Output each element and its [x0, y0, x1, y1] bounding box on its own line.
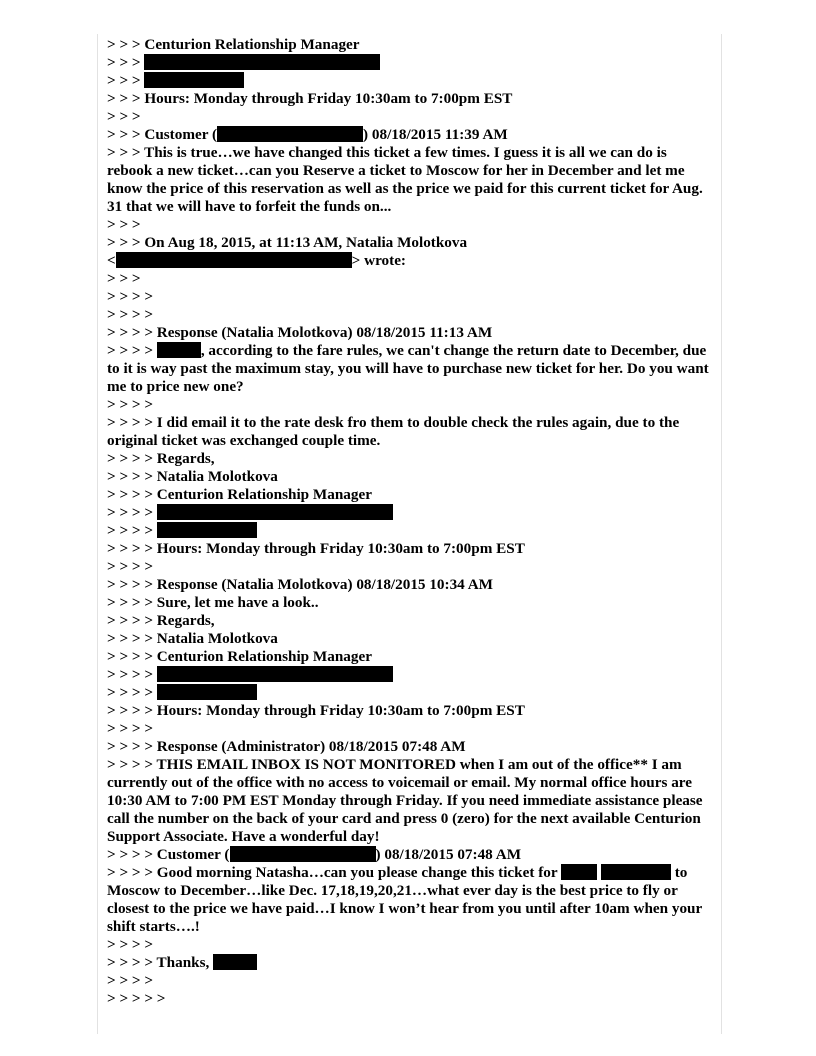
email-line	[107, 108, 712, 126]
line-text: > > > >	[107, 558, 154, 575]
redaction-block	[144, 54, 380, 70]
line-text: > > > >	[107, 972, 154, 989]
line-text: ) 08/18/2015 11:39 AM	[363, 126, 508, 143]
email-line	[107, 594, 712, 612]
email-line	[107, 126, 712, 144]
email-line	[107, 972, 712, 990]
line-text: > > > > Good morning Natasha…can you please change this ticket for	[107, 864, 562, 881]
line-text: > > > > THIS EMAIL INBOX IS NOT MONITORED when I am out of the office** I am currently out of the office with no access to voicemail or email. My normal office hours are 10:30 AM to 7:00 PM EST Monday through Friday. If you need immediate assistance please call the number on the back of your card and press 0 (zero) for the next available Centurion Support Associate. Have a wonderful day!	[107, 756, 707, 845]
line-text: , according to the fare rules, we can't change the return date to December, due to it is way past the maximum stay, you will have to purchase new ticket for her. Do you want me to price new one?	[107, 342, 713, 395]
email-line	[107, 324, 712, 342]
email-line	[107, 90, 712, 108]
redaction-block	[157, 666, 393, 682]
email-line	[107, 684, 712, 702]
email-line	[107, 396, 712, 414]
email-line	[107, 144, 712, 216]
line-text: > > > > Sure, let me have a look..	[107, 594, 319, 611]
redaction-block	[601, 864, 671, 880]
line-text: > > > > Centurion Relationship Manager	[107, 486, 372, 503]
email-line	[107, 954, 712, 972]
line-text: > > > >	[107, 504, 157, 521]
line-text: to Moscow to December…like Dec. 17,18,19,20,21…what ever day is the best price to fly or closest to the price we have paid…I know I won’t hear from you until after 10am when your shift starts….!	[107, 864, 706, 935]
email-line	[107, 504, 712, 522]
line-text: > > > > Hours: Monday through Friday 10:30am to 7:00pm EST	[107, 540, 525, 557]
redaction-block	[157, 522, 257, 538]
email-line	[107, 558, 712, 576]
email-line	[107, 252, 712, 270]
line-text: > > > >	[107, 936, 154, 953]
line-text: > > > > I did email it to the rate desk fro them to double check the rules again, due to the original ticket was exchanged couple time.	[107, 414, 683, 449]
email-line	[107, 234, 712, 252]
email-line	[107, 414, 712, 450]
line-text: > > >	[107, 72, 145, 89]
email-thread-body	[107, 36, 712, 1008]
redaction-block	[561, 864, 597, 880]
redaction-block	[116, 252, 352, 268]
line-text: > > > >	[107, 522, 157, 539]
redaction-block	[157, 504, 393, 520]
redaction-block	[217, 126, 363, 142]
email-line	[107, 468, 712, 486]
line-text: > > > >	[107, 342, 157, 359]
line-text: > > > > Thanks,	[107, 954, 214, 971]
redaction-block	[157, 342, 201, 358]
line-text: > > > >	[107, 288, 154, 305]
redaction-block	[157, 684, 257, 700]
line-text: > > > > Customer (	[107, 846, 230, 863]
email-line	[107, 306, 712, 324]
line-text: > > > > Regards,	[107, 450, 215, 467]
line-text: > > >	[107, 54, 145, 71]
line-text: > > > >	[107, 666, 157, 683]
email-line	[107, 738, 712, 756]
email-line	[107, 540, 712, 558]
line-text: > > > This is true…we have changed this ticket a few times. I guess it is all we can do is rebook a new ticket…can you Reserve a ticket to Moscow for her in December and let me know the price of this reservation as well as the price we paid for this current ticket for Aug. 31 that we will have to forfeit the funds on...	[107, 144, 707, 215]
line-text: > > > > Natalia Molotkova	[107, 468, 278, 485]
email-line	[107, 36, 712, 54]
line-text: ) 08/18/2015 07:48 AM	[375, 846, 522, 863]
email-line	[107, 990, 712, 1008]
email-line	[107, 486, 712, 504]
email-line	[107, 756, 712, 846]
email-line	[107, 54, 712, 72]
redaction-block	[230, 846, 376, 862]
line-text: > > > > Hours: Monday through Friday 10:30am to 7:00pm EST	[107, 702, 525, 719]
line-text: > > > > Response (Administrator) 08/18/2015 07:48 AM	[107, 738, 466, 755]
line-text: > > > >	[107, 720, 154, 737]
line-text: > > > > Regards,	[107, 612, 215, 629]
email-line	[107, 612, 712, 630]
line-text: > > > Centurion Relationship Manager	[107, 36, 360, 53]
line-text: > > >	[107, 108, 141, 125]
email-line	[107, 450, 712, 468]
line-text: > > >	[107, 216, 141, 233]
email-line	[107, 936, 712, 954]
line-text: > > > >	[107, 306, 154, 323]
email-line	[107, 630, 712, 648]
line-text: > > > On Aug 18, 2015, at 11:13 AM, Natalia Molotkova	[107, 234, 468, 251]
email-line	[107, 702, 712, 720]
email-line	[107, 72, 712, 90]
line-text: > > > > >	[107, 990, 166, 1007]
email-line	[107, 864, 712, 936]
email-line	[107, 522, 712, 540]
redaction-block	[213, 954, 257, 970]
line-text: > > > > Natalia Molotkova	[107, 630, 278, 647]
line-text: > > > > Centurion Relationship Manager	[107, 648, 372, 665]
line-text: > > > Customer (	[107, 126, 218, 143]
line-text: > > >	[107, 270, 141, 287]
email-line	[107, 288, 712, 306]
redaction-block	[144, 72, 244, 88]
email-line	[107, 270, 712, 288]
line-text: > wrote:	[351, 252, 406, 269]
line-text: > > > > Response (Natalia Molotkova) 08/18/2015 11:13 AM	[107, 324, 493, 341]
email-line	[107, 720, 712, 738]
email-line	[107, 342, 712, 396]
email-line	[107, 648, 712, 666]
email-line	[107, 216, 712, 234]
line-text: > > > >	[107, 396, 154, 413]
line-text: > > > >	[107, 684, 157, 701]
email-line	[107, 666, 712, 684]
line-text: > > > > Response (Natalia Molotkova) 08/18/2015 10:34 AM	[107, 576, 494, 593]
line-text: <	[107, 252, 116, 269]
email-line	[107, 576, 712, 594]
email-line	[107, 846, 712, 864]
line-text: > > > Hours: Monday through Friday 10:30am to 7:00pm EST	[107, 90, 513, 107]
